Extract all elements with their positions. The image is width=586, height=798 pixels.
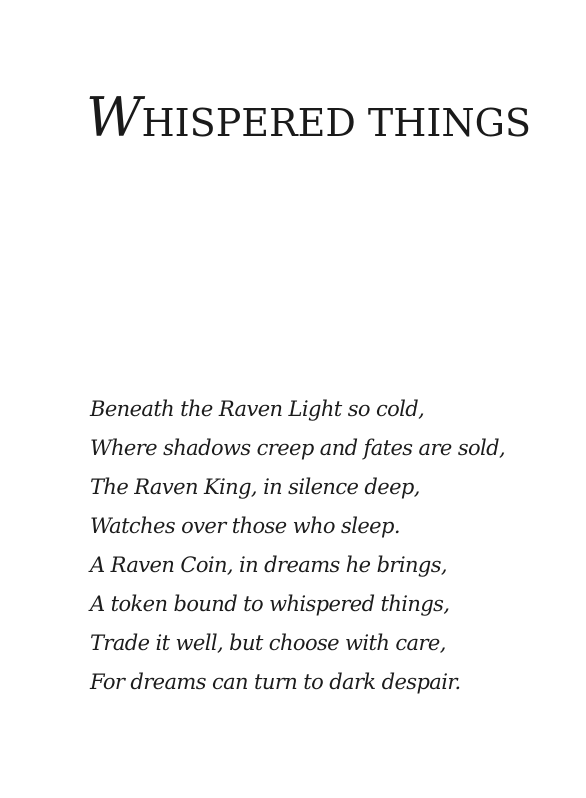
title-rest: HISPERED THINGS [141,101,532,145]
poem-line: For dreams can turn to dark despair. [90,670,461,694]
poem-line: Watches over those who sleep. [90,514,400,538]
poem-line: Trade it well, but choose with care, [90,631,446,655]
poem-line: The Raven King, in silence deep, [90,475,420,499]
page-title [86,88,556,153]
poem-line: A Raven Coin, in dreams he brings, [90,553,448,577]
poem-line: Beneath the Raven Light so cold, [90,397,425,421]
title-initial: W [86,86,142,149]
poem-line: A token bound to whispered things, [90,592,450,616]
poem-line: Where shadows creep and fates are sold, [90,436,506,460]
poem-stanza [90,390,560,702]
